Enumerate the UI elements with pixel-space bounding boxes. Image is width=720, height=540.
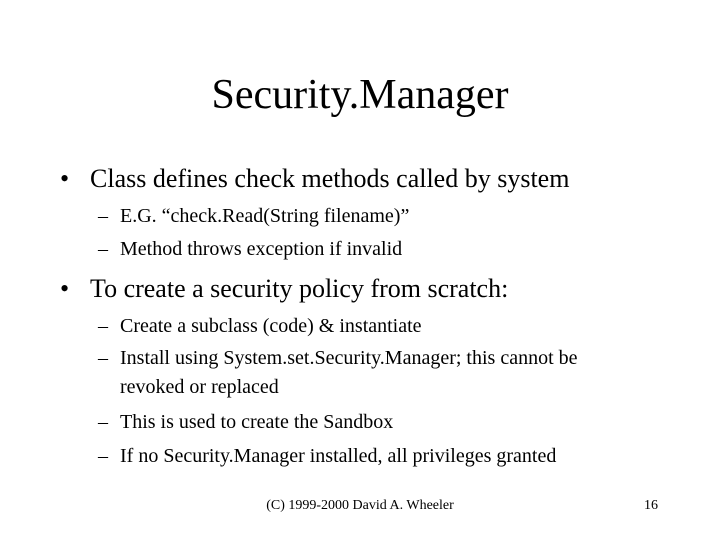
sub-bullet-2-1-text: Create a subclass (code) & instantiate — [120, 315, 422, 337]
bullet-2 — [60, 273, 680, 305]
bullet-marker: • — [60, 164, 70, 193]
bullet-1 — [60, 163, 680, 195]
sub-bullet-2-2-continued — [98, 375, 678, 399]
sub-bullet-1-1 — [98, 204, 678, 228]
sub-bullet-2-2 — [98, 346, 678, 370]
bullet-2-text: To create a security policy from scratch: — [90, 274, 509, 303]
sub-bullet-1-1-text: E.G. “check.Read(String filename)” — [120, 205, 410, 227]
sub-bullet-2-1 — [98, 314, 678, 338]
sub-bullet-2-2-text: Install using System.set.Security.Manager; this cannot be — [120, 347, 578, 369]
bullet-1-text: Class defines check methods called by system — [90, 164, 570, 193]
sub-bullet-2-4-text: If no Security.Manager installed, all privileges granted — [120, 445, 557, 467]
footer-credit: (C) 1999-2000 David A. Wheeler — [266, 498, 454, 513]
sub-bullet-2-3-text: This is used to create the Sandbox — [120, 411, 394, 433]
sub-bullet-marker: – — [98, 347, 108, 369]
sub-bullet-marker: – — [98, 238, 108, 260]
bullet-marker: • — [60, 274, 70, 303]
sub-bullet-1-2 — [98, 237, 678, 261]
sub-bullet-2-4 — [98, 444, 678, 468]
sub-bullet-marker: – — [98, 445, 108, 467]
sub-bullet-marker: – — [98, 411, 108, 433]
page-number: 16 — [644, 498, 658, 513]
sub-bullet-marker: – — [98, 315, 108, 337]
sub-bullet-2-3 — [98, 410, 678, 434]
sub-bullet-1-2-text: Method throws exception if invalid — [120, 238, 403, 260]
slide-title: Security.Manager — [211, 72, 509, 118]
sub-bullet-2-2-continued-text: revoked or replaced — [120, 376, 279, 398]
sub-bullet-marker: – — [98, 205, 108, 227]
